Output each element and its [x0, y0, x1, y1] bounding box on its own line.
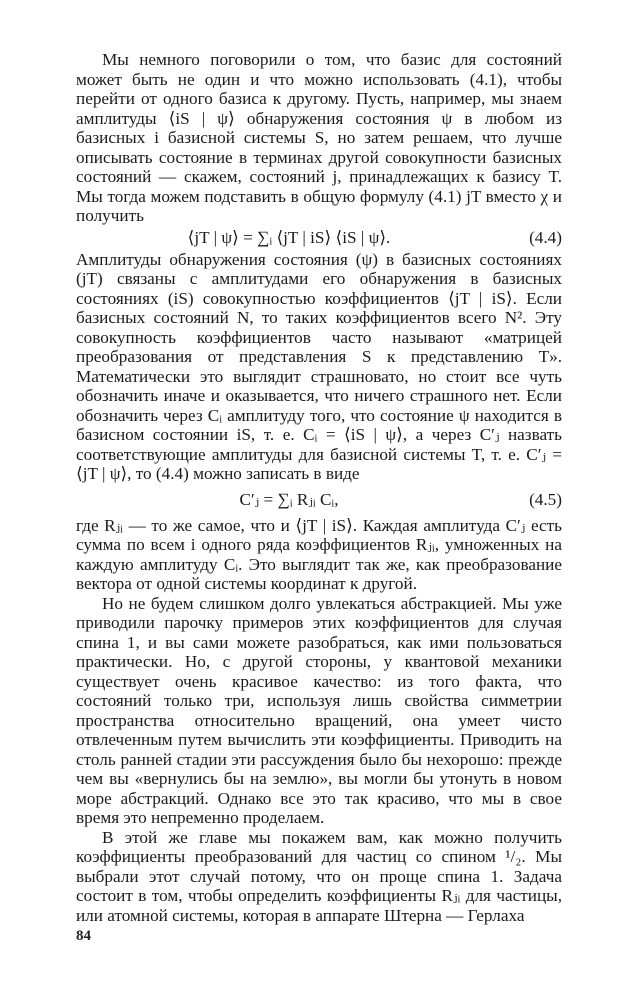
equation-4-5 [76, 488, 562, 512]
paragraph-transformation-matrix: Амплитуды обнаружения состояния (ψ) в базисных состояниях (jT) связаны с амплитудами его обнаружения в базисных состояниях (iS) совокупностью коэффициентов ⟨jT | iS⟩. Если базисных состояний N, то таких коэффициентов всего N². Эту совокупность коэффициентов часто называют «матрицей преобразования от представления S к представлению T». Математически это выглядит страшновато, но стоит все чуть обозначить иначе и оказывается, что ничего страшного нет. Если обозначить через Cᵢ амплитуду того, что состояние ψ находится в базисном состоянии iS, т. е. Cᵢ = ⟨iS | ψ⟩, а через C′ⱼ назвать соответствующие амплитуды для базисной системы T, т. е. C′ⱼ = ⟨jT | ψ⟩, то (4.4) можно записать в виде [76, 249, 562, 483]
paragraph-coefficients-sum: где Rⱼᵢ — то же самое, что и ⟨jT | iS⟩. Каждая амплитуда C′ⱼ есть сумма по всем i одного ряда коэффициентов Rⱼᵢ, умноженных на каждую амплитуду Cᵢ. Это выглядит так же, как преобразование вектора от одной системы координат к другой. [76, 515, 562, 593]
page-body [76, 50, 562, 925]
equation-4-5-formula: C′ⱼ = ∑ᵢ Rⱼᵢ Cᵢ, [239, 489, 339, 509]
paragraph-basis-change: Мы немного поговорили о том, что базис для состояний может быть не один и что можно использовать (4.1), чтобы перейти от одного базиса к другому. Пусть, например, мы знаем амплитуды ⟨iS | ψ⟩ обнаружения состояния ψ в любом из базисных i базисной системы S, но затем решаем, что лучше описывать состояние в терминах другой совокупности базисных состояний — скажем, состояний j, принадлежащих к базису T. Мы тогда можем подставить в общую формулу (4.1) jT вместо χ и получить [76, 50, 562, 225]
paragraph-spin-half: В этой же главе мы покажем вам, как можно получить коэффициенты преобразований для частиц со спином ¹/₂. Мы выбрали этот случай потому, что он проще спина 1. Задача состоит в том, чтобы определить коэффициенты Rⱼᵢ для частицы, или атомной системы, которая в аппарате Штерна — Герлаха [76, 827, 562, 925]
page-number: 84 [76, 928, 91, 944]
paragraph-abstraction: Но не будем слишком долго увлекаться абстракцией. Мы уже приводили парочку примеров этих коэффициентов для случая спина 1, и вы сами можете разобраться, как ими пользоваться практически. Но, с другой стороны, у квантовой механики существует очень красивое качество: из того факта, что состояний только три, используя лишь свойства симметрии пространства относительно вращений, она умеет чисто отвлеченным путем вычислить эти коэффициенты. Приводить на столь ранней стадии эти рассуждения было бы нехорошо: прежде чем вы «вернулись бы на землю», вы могли бы утонуть в новом море абстракций. Однако все это так красиво, что мы в свое время это непременно проделаем. [76, 593, 562, 827]
equation-4-4-formula: ⟨jT | ψ⟩ = ∑ᵢ ⟨jT | iS⟩ ⟨iS | ψ⟩. [187, 227, 391, 247]
equation-4-4 [76, 226, 562, 250]
equation-4-5-number: (4.5) [529, 489, 562, 509]
equation-4-4-number: (4.4) [529, 227, 562, 247]
